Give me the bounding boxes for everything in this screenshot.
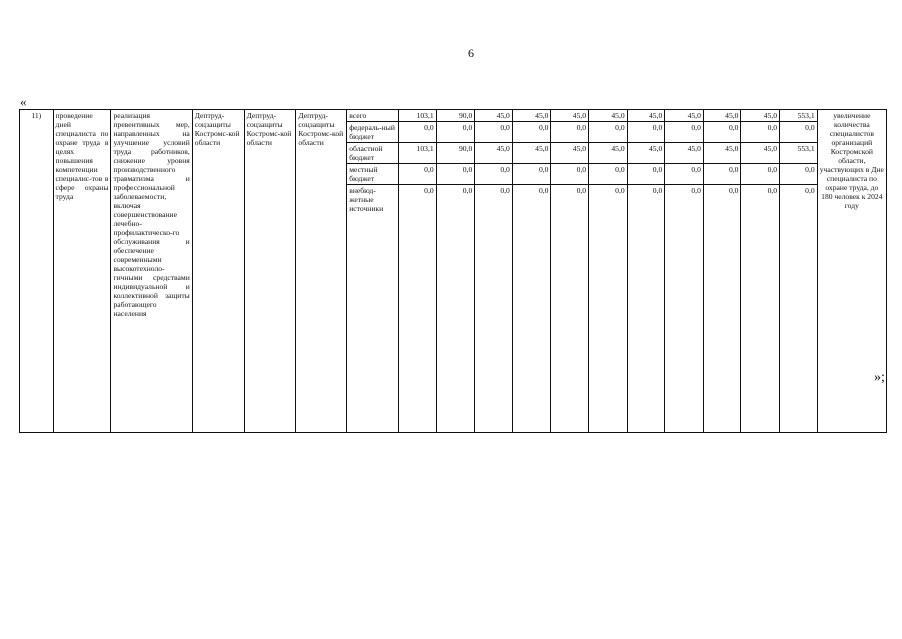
funding-value: 0,0	[780, 122, 818, 143]
funding-value: 0,0	[741, 164, 780, 185]
funding-value: 103,1	[399, 143, 437, 164]
funding-value: 0,0	[665, 122, 704, 143]
funding-value: 0,0	[551, 122, 589, 143]
funding-value: 45,0	[475, 110, 513, 122]
funding-value: 45,0	[741, 110, 780, 122]
closing-quote: »;	[874, 370, 885, 385]
funding-value: 0,0	[703, 164, 741, 185]
funding-value: 0,0	[703, 122, 741, 143]
funding-value: 0,0	[780, 185, 818, 433]
funding-value: 0,0	[589, 164, 628, 185]
funding-value: 45,0	[703, 143, 741, 164]
funding-value: 45,0	[741, 143, 780, 164]
funding-value: 45,0	[589, 110, 628, 122]
page-number: 6	[468, 46, 474, 60]
funding-value: 0,0	[475, 164, 513, 185]
funding-value: 0,0	[589, 185, 628, 433]
event-name: проведение дней специалиста по охране труда в целях повышения компетенции специалис-тов в сфере охраны труда	[53, 110, 111, 433]
row-number: 11)	[20, 110, 54, 433]
funding-source: всего	[347, 110, 399, 122]
funding-value: 90,0	[436, 143, 475, 164]
funding-value: 45,0	[665, 110, 704, 122]
funding-value: 0,0	[665, 164, 704, 185]
funding-value: 0,0	[512, 122, 551, 143]
funding-value: 90,0	[436, 110, 475, 122]
funding-value: 553,1	[780, 110, 818, 122]
executor-cell: Дептруд-соцзащиты Костромс-кой области	[192, 110, 244, 433]
funding-value: 0,0	[551, 185, 589, 433]
funding-value: 45,0	[627, 110, 665, 122]
funding-value: 0,0	[741, 185, 780, 433]
funding-source: местный бюджет	[347, 164, 399, 185]
funding-value: 0,0	[589, 122, 628, 143]
funding-value: 0,0	[703, 185, 741, 433]
funding-value: 103,1	[399, 110, 437, 122]
expected-result: увеличение количества специалистов организаций Костромской области, участвующих в Дне специалиста по охране труда, до 180 человек к 2024 году	[817, 110, 886, 433]
funding-value: 553,1	[780, 143, 818, 164]
funding-value: 45,0	[551, 143, 589, 164]
funding-value: 45,0	[703, 110, 741, 122]
funding-value: 45,0	[665, 143, 704, 164]
funding-value: 0,0	[627, 185, 665, 433]
opening-quote: «	[20, 94, 27, 109]
funding-value: 0,0	[399, 164, 437, 185]
funding-source: внебюд-жетные источники	[347, 185, 399, 433]
funding-value: 0,0	[627, 122, 665, 143]
funding-value: 45,0	[551, 110, 589, 122]
funding-value: 45,0	[475, 143, 513, 164]
executor-cell: Дептруд-соцзащиты Костромс-кой области	[244, 110, 296, 433]
funding-value: 0,0	[475, 122, 513, 143]
funding-source: федераль-ный бюджет	[347, 122, 399, 143]
funding-value: 0,0	[665, 185, 704, 433]
funding-value: 0,0	[436, 185, 475, 433]
funding-value: 0,0	[436, 122, 475, 143]
funding-value: 0,0	[741, 122, 780, 143]
funding-value: 0,0	[475, 185, 513, 433]
table-row	[20, 110, 887, 122]
funding-value: 0,0	[512, 164, 551, 185]
funding-value: 45,0	[512, 110, 551, 122]
funding-value: 0,0	[436, 164, 475, 185]
program-table	[19, 109, 887, 433]
funding-value: 0,0	[512, 185, 551, 433]
funding-value: 0,0	[780, 164, 818, 185]
funding-value: 45,0	[512, 143, 551, 164]
funding-source: областной бюджет	[347, 143, 399, 164]
funding-value: 0,0	[399, 122, 437, 143]
funding-value: 45,0	[589, 143, 628, 164]
funding-value: 45,0	[627, 143, 665, 164]
event-description: реализация превентивных мер, направленных на улучшение условий труда работников, снижение уровня производственного травматизма и профессиональной заболеваемости, включая совершенствование лечебно-профилактическо-го обслуживания и обеспечение современными высокотехноло-гичными средствами индивидуальной и коллективной защиты работающего населения	[111, 110, 192, 433]
funding-value: 0,0	[551, 164, 589, 185]
funding-value: 0,0	[627, 164, 665, 185]
executor-cell: Дептруд-соцзащиты Костромс-кой области	[296, 110, 347, 433]
funding-value: 0,0	[399, 185, 437, 433]
